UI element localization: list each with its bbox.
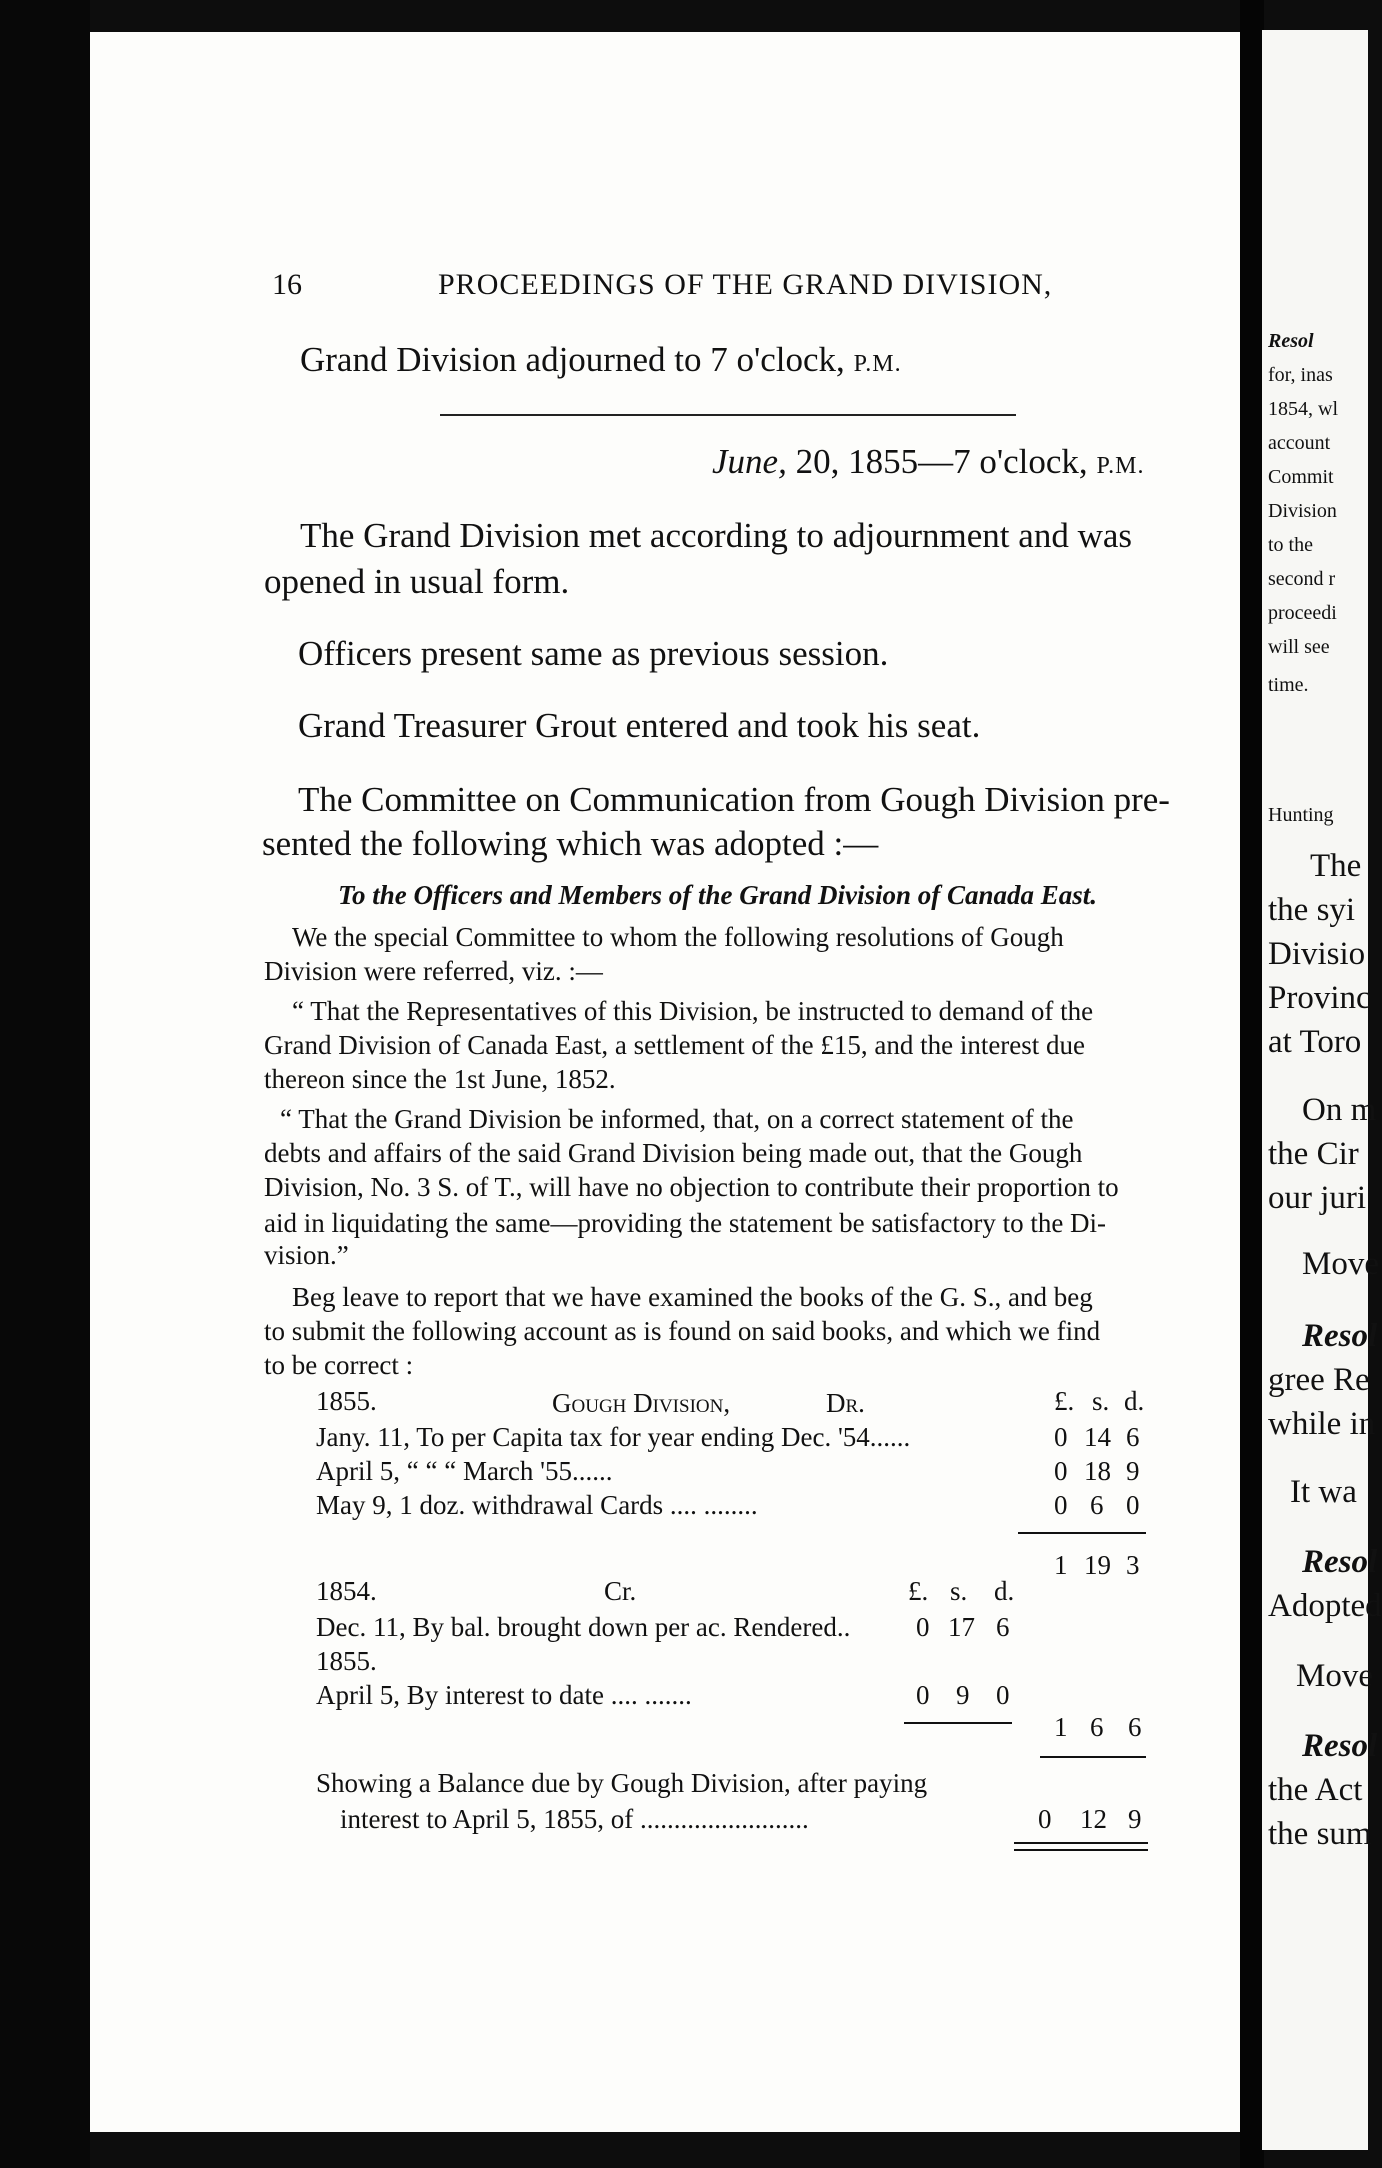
cr-total-s: 6 <box>1090 1712 1104 1742</box>
dr-row-s: 14 <box>1084 1422 1111 1452</box>
facing-line: proceedi <box>1268 602 1337 624</box>
dr-row-text: May 9, 1 doz. withdrawal Cards .... ........ <box>316 1490 758 1520</box>
balance-double-rule-2 <box>1014 1849 1148 1851</box>
facing-line: for, inas <box>1268 364 1333 386</box>
facing-line: Provinc <box>1268 980 1371 1016</box>
report-line: to submit the following account as is found on said books, and which we find <box>264 1316 1101 1346</box>
running-header: PROCEEDINGS OF THE GRAND DIVISION, <box>438 268 1053 301</box>
cr-row-l: 0 <box>916 1680 930 1710</box>
facing-line: while in <box>1268 1406 1376 1442</box>
date-pm: P.M. <box>1096 453 1145 479</box>
report-line: Beg leave to report that we have examined the books of the G. S., and beg <box>292 1282 1093 1312</box>
dr-year: 1855. <box>316 1386 377 1416</box>
committee-line-2: sented the following which was adopted :— <box>262 824 879 863</box>
facing-line: the sum <box>1268 1816 1372 1852</box>
balance-s: 12 <box>1080 1804 1107 1834</box>
lsd-pence: d. <box>1124 1386 1145 1416</box>
adjourned-text: Grand Division adjourned to 7 o'clock, <box>300 340 845 379</box>
cr-row-text: 1855. <box>316 1646 377 1676</box>
report-line: Grand Division of Canada East, a settlement of the £15, and the interest due <box>264 1030 1086 1060</box>
facing-line: The <box>1310 848 1362 884</box>
facing-line: Move <box>1302 1246 1379 1282</box>
adjourned-line <box>300 340 902 380</box>
dr-row-s: 18 <box>1084 1456 1111 1486</box>
balance-double-rule-1 <box>1014 1842 1148 1844</box>
balance-d: 9 <box>1128 1804 1142 1834</box>
facing-line: time. <box>1268 674 1309 696</box>
facing-line: second r <box>1268 568 1336 590</box>
cr-lsd-pence: d. <box>994 1576 1015 1606</box>
balance-line-2: interest to April 5, 1855, of ......................... <box>340 1804 809 1834</box>
cr-total-l: 1 <box>1054 1712 1068 1742</box>
dr-total-s: 19 <box>1084 1550 1111 1580</box>
address-line: To the Officers and Members of the Grand Division of Canada East. <box>338 880 1098 910</box>
facing-page <box>1262 30 1382 2150</box>
dr-row-d: 6 <box>1126 1422 1140 1452</box>
cr-lsd-shilling: s. <box>950 1576 968 1606</box>
dr-row-l: 0 <box>1054 1490 1068 1520</box>
facing-line: 1854, wl <box>1268 398 1338 420</box>
cr-row-d: 6 <box>996 1612 1010 1642</box>
dr-total-l: 1 <box>1054 1550 1068 1580</box>
dr-row-d: 0 <box>1126 1490 1140 1520</box>
cr-row-text: April 5, By interest to date .... ....... <box>316 1680 692 1710</box>
cr-lsd-pound: £. <box>908 1576 929 1606</box>
cr-sum-rule <box>904 1722 1012 1724</box>
dr-row-l: 0 <box>1054 1422 1068 1452</box>
dr-row-d: 9 <box>1126 1456 1140 1486</box>
report-line: thereon since the 1st June, 1852. <box>264 1064 616 1094</box>
facing-line: our juri <box>1268 1180 1367 1216</box>
facing-line: Commit <box>1268 466 1334 488</box>
met-line-2: opened in usual form. <box>264 562 570 601</box>
lsd-pound: £. <box>1054 1386 1075 1416</box>
report-line: Division were referred, viz. :— <box>264 956 603 986</box>
report-line: aid in liquidating the same—providing the statement be satisfactory to the Di- <box>264 1208 1107 1238</box>
facing-line: gree Re <box>1268 1362 1370 1398</box>
report-line: debts and affairs of the said Grand Division being made out, that the Gough <box>264 1138 1083 1168</box>
session-date <box>712 442 1144 482</box>
report-line: vision.” <box>264 1240 349 1270</box>
adjourned-pm: P.M. <box>853 351 902 377</box>
facing-line: Division <box>1268 500 1337 522</box>
report-line: Division, No. 3 S. of T., will have no objection to contribute their proportion to <box>264 1172 1119 1202</box>
cr-row-s: 17 <box>948 1612 975 1642</box>
dr-title: Gough Division, <box>552 1388 731 1418</box>
met-line-1: The Grand Division met according to adjournment and was <box>300 516 1133 555</box>
dr-row-text: April 5, “ “ “ March '55...... <box>316 1456 613 1486</box>
cr-row-text: Dec. 11, By bal. brought down per ac. Rendered.. <box>316 1612 851 1642</box>
page-gutter <box>1240 0 1264 2168</box>
separator-rule <box>440 414 1016 416</box>
cr-row-s: 9 <box>956 1680 970 1710</box>
dr-sum-rule <box>1018 1532 1146 1534</box>
facing-line: It wa <box>1290 1474 1357 1510</box>
treasurer-line: Grand Treasurer Grout entered and took his seat. <box>298 706 981 745</box>
facing-line: Move <box>1296 1658 1373 1694</box>
report-line: to be correct : <box>264 1350 414 1380</box>
dr-row-s: 6 <box>1090 1490 1104 1520</box>
balance-line-1: Showing a Balance due by Gough Division, after paying <box>316 1768 928 1798</box>
lsd-shilling: s. <box>1092 1386 1110 1416</box>
date-month: June, <box>712 442 787 481</box>
facing-line: Resol <box>1268 330 1314 352</box>
report-line: We the special Committee to whom the following resolutions of Gough <box>292 922 1064 952</box>
cr-total-rule <box>1040 1756 1146 1758</box>
facing-line: at Toro <box>1268 1024 1362 1060</box>
dr-row-text: Jany. 11, To per Capita tax for year ending Dec. '54...... <box>316 1422 911 1452</box>
facing-line: Resol <box>1302 1318 1378 1354</box>
cr-year: 1854. <box>316 1576 377 1606</box>
cr-label: Cr. <box>604 1576 637 1606</box>
facing-line: Resol <box>1302 1544 1378 1580</box>
facing-line: the Act <box>1268 1772 1363 1808</box>
report-line: “ That the Grand Division be informed, that, on a correct statement of the <box>280 1104 1074 1134</box>
facing-line: Adopted <box>1268 1588 1382 1624</box>
committee-line-1: The Committee on Communication from Gough Division pre- <box>298 780 1170 819</box>
cr-row-d: 0 <box>996 1680 1010 1710</box>
facing-line: On m <box>1302 1092 1377 1128</box>
dr-label: Dr. <box>826 1388 865 1418</box>
facing-line: to the <box>1268 534 1313 556</box>
balance-l: 0 <box>1038 1804 1052 1834</box>
page-number: 16 <box>272 268 302 301</box>
officers-line: Officers present same as previous session. <box>298 634 889 673</box>
facing-line: account <box>1268 432 1331 454</box>
facing-line: the Cir <box>1268 1136 1359 1172</box>
facing-heading: Hunting <box>1268 804 1334 826</box>
facing-line: will see <box>1268 636 1330 658</box>
facing-line: Resol <box>1302 1728 1378 1764</box>
dr-row-l: 0 <box>1054 1456 1068 1486</box>
facing-line: Divisio <box>1268 936 1366 972</box>
date-rest: 20, 1855—7 o'clock, <box>795 442 1088 481</box>
scan-left-edge <box>0 0 90 2168</box>
cr-total-d: 6 <box>1128 1712 1142 1742</box>
report-line: “ That the Representatives of this Division, be instructed to demand of the <box>292 996 1094 1026</box>
cr-row-l: 0 <box>916 1612 930 1642</box>
facing-line: the syi <box>1268 892 1356 928</box>
dr-total-d: 3 <box>1126 1550 1140 1580</box>
